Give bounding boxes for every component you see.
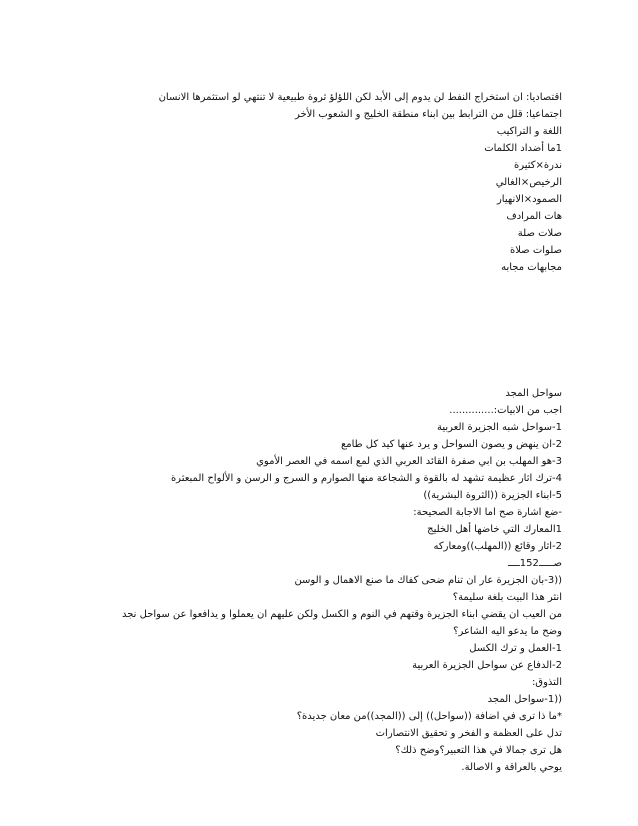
heading-poem-title: سواحل المجد (505, 388, 562, 399)
question-line: وضح ما يدعو اليه الشاعر؟ (453, 626, 562, 637)
answer-line: 1-العمل و ترك الكسل (469, 643, 562, 654)
answer-line: 1-سواحل شبه الجزيرة العربية (436, 422, 562, 433)
plural-item: صلات صلة (517, 228, 562, 239)
answer-line: يوحي بالعراقة و الاصالة. (461, 762, 562, 773)
question-line: *ما ذا ترى في اضافة ((سواحل)) إلى ((المجد))من معان جديدة؟ (296, 711, 562, 722)
heading-language: اللغة و التراكيب (496, 126, 562, 137)
answer-line: 4-ترك اثار عظيمة تشهد له بالقوة و الشجاعة منها الصوارم و السرج و الرسن و الألواح المبعثرة (170, 473, 562, 484)
page-marker: صـــــ152ــــ (508, 558, 562, 569)
antonym-item: الصمود×الانهيار (496, 194, 562, 205)
question-prompt: اجب من الابيات:.............. (449, 405, 562, 416)
answer-line: تدل على العظمة و الفخر و تحقيق الانتصارات (375, 728, 562, 739)
antonym-item: ندرة×كثيرة (513, 160, 562, 171)
heading-synonyms: هات المرادف (506, 211, 562, 222)
text-line-economic: اقتصاديا: ان استخراج النفط لن يدوم إلى الأبد لكن اللؤلؤ ثروة طبيعية لا تنتهي لو استثمرها الانسان (158, 92, 562, 103)
answer-line: 5-ابناء الجزيرة ((الثروة البشرية)) (423, 490, 562, 501)
verse-line: ((1-سواحل المجد (487, 694, 562, 705)
question-line: انثر هذا البيت بلغة سليمة؟ (452, 592, 562, 603)
answer-line: 2-ان ينهض و يصون السواحل و يرد عنها كيد كل طامع (340, 439, 562, 450)
answer-line: 1المعارك التي خاضها أهل الخليج (427, 524, 562, 535)
antonym-item: الرخيص×الغالي (495, 177, 562, 188)
question-line: هل ترى جمالا في هذا التعبير؟وضح ذلك؟ (395, 745, 562, 756)
heading-antonyms: 1ما أضداد الكلمات (484, 143, 562, 154)
answer-line: 2-الدفاع عن سواحل الجزيرة العربية (412, 660, 562, 671)
instruction-line: -ضع اشارة صح اما الاجابة الصحيحة: (413, 507, 562, 518)
heading-appreciation: التذوق: (531, 677, 562, 688)
answer-line: من العيب ان يقضي ابناء الجزيرة وقتهم في النوم و الكسل ولكن عليهم ان يعملوا و يدافعوا عن سواحل نجد (121, 609, 562, 620)
answer-line: 2-اثار وقائع ((المهلب))ومعاركه (433, 541, 562, 552)
plural-item: مجابهات مجابه (501, 262, 562, 273)
answer-line: 3-هو المهلب بن ابي صفرة القائد العربي الذي لمع اسمه في العصر الأموي (256, 456, 562, 467)
plural-item: صلوات صلاة (509, 245, 562, 256)
text-line-social: اجتماعيا: قلل من الترابط بين ابناء منطقة الخليج و الشعوب الأخر (294, 109, 562, 120)
verse-line: ((3-بان الجزيرة عار ان تنام ضحى كفاك ما صنع الاهمال و الوسن (294, 575, 562, 586)
